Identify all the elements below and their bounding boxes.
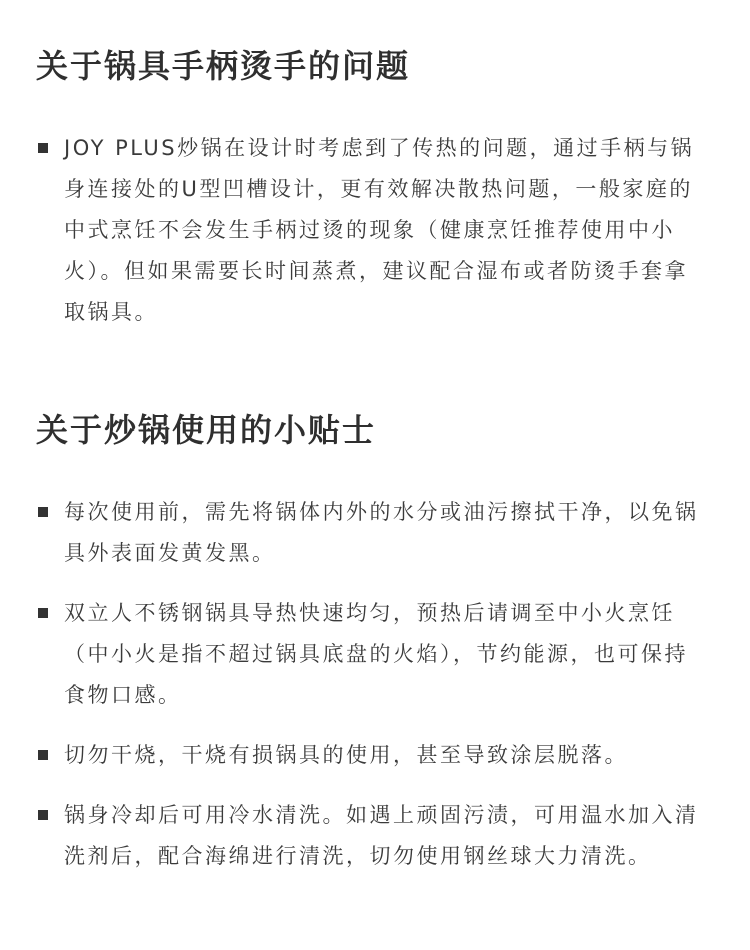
list-item (36, 128, 708, 333)
square-bullet-icon (38, 608, 48, 618)
list-item (36, 492, 708, 574)
square-bullet-icon (38, 507, 48, 517)
list-item (36, 795, 708, 877)
section-title-wok-tips: 关于炒锅使用的小贴士 (36, 411, 377, 449)
list-item-text: 切勿干烧，干烧有损锅具的使用，甚至导致涂层脱落。 (64, 743, 628, 767)
wok-tips-list (36, 492, 708, 877)
list-item-text: 每次使用前，需先将锅体内外的水分或油污擦拭干净，以免锅具外表面发黄发黑。 (64, 500, 699, 565)
section-title-handle-heat: 关于锅具手柄烫手的问题 (36, 47, 411, 85)
list-item-text: JOY PLUS炒锅在设计时考虑到了传热的问题，通过手柄与锅身连接处的U型凹槽设计，更有效解决散热问题，一般家庭的中式烹饪不会发生手柄过烫的现象（健康烹饪推荐使用中小火）。但如果需要长时间蒸煮，建议配合湿布或者防烫手套拿取锅具。 (64, 136, 695, 324)
square-bullet-icon (38, 810, 48, 820)
list-item-text: 锅身冷却后可用冷水清洗。如遇上顽固污渍，可用温水加入清洗剂后，配合海绵进行清洗，切勿使用钢丝球大力清洗。 (64, 803, 699, 868)
square-bullet-icon (38, 143, 48, 153)
list-item-text: 双立人不锈钢锅具导热快速均匀，预热后请调至中小火烹饪（中小火是指不超过锅具底盘的火焰），节约能源，也可保持食物口感。 (64, 601, 688, 707)
square-bullet-icon (38, 750, 48, 760)
list-item (36, 593, 708, 716)
handle-heat-list (36, 128, 708, 333)
list-item (36, 735, 708, 776)
